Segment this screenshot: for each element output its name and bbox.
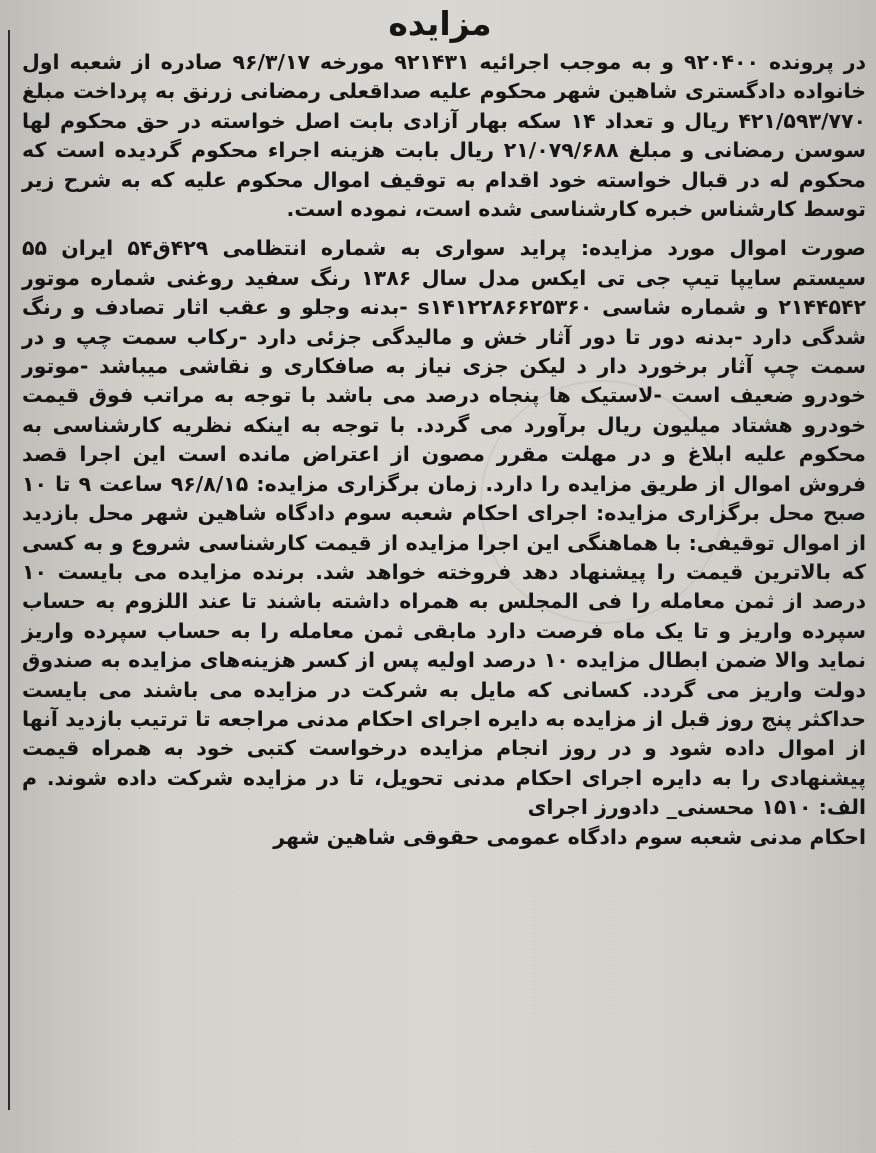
case-paragraph: در پرونده ۹۲۰۴۰۰ و به موجب اجرائیه ۹۲۱۴۳۱ مورخه ۹۶/۳/۱۷ صادره از شعبه اول خانواده دادگستری شاهین شهر محکوم علیه صداقعلی رمضانی زرنق به پرداخت مبلغ ۴۲۱/۵۹۳/۷۷۰ ریال و تعداد ۱۴ سکه بهار آزادی بابت اصل خواسته در حق محکوم لها سوسن رمضانی و مبلغ ۲۱/۰۷۹/۶۸۸ ریال بابت هزینه اجراء محکوم گردیده است که محکوم له در قبال خواسته خود اقدام به توقیف اموال محکوم علیه که به شرح زیر توسط کارشناس خبره کارشناسی شده است، نموده است.: [22, 50, 867, 222]
notice-title: مزایده: [388, 4, 492, 43]
signature-line: احکام مدنی شعبه سوم دادگاه عمومی حقوقی شاهین شهر: [273, 824, 866, 849]
assets-paragraph: صورت اموال مورد مزایده: پراید سواری به شماره انتظامی ۴۲۹ق۵۴ ایران ۵۵ سیستم سایپا تیپ جی تی ایکس مدل سال ۱۳۸۶ رنگ سفید روغنی شماره موتور ۲۱۴۴۵۴۲ و شماره شاسی s۱۴۱۲۲۸۶۶۲۵۳۶۰ -بدنه وجلو و عقب اثار تصادف و رنگ شدگی دارد -بدنه دور تا دور آثار خش و مالیدگی جزئی دارد -رکاب سمت چپ و در سمت چپ آثار برخورد دار د لیکن جزی نیاز به صافکاری و نقاشی میباشد -موتور خودرو ضعیف است -لاستیک ها پنجاه درصد می باشد با توجه به مراتب فوق قیمت خودرو هشتاد میلیون ریال برآورد می گردد. با توجه به اینکه نظریه کارشناسی به محکوم علیه ابلاغ و در مهلت مقرر مصون از اعتراض مانده است این اجرا قصد فروش اموال از طریق مزایده را دارد. زمان برگزاری مزایده: ۹۶/۸/۱۵ ساعت ۹ تا ۱۰ صبح محل برگزاری مزایده: اجرای احکام شعبه سوم دادگاه شاهین شهر محل بازدید از اموال توقیفی: با هماهنگی این اجرا مزایده از قیمت کارشناسی شروع و به کسی که بالاترین قیمت را پیشنهاد دهد فروخته خواهد شد. برنده مزایده می بایست ۱۰ درصد از ثمن معامله را فی المجلس به همراه داشته باشند تا عند اللزوم به حساب سپرده واریز و تا یک ماه فرصت دارد مابقی ثمن معامله را به حساب سپرده واریز نماید والا ضمن ابطال مزایده ۱۰ درصد اولیه پس از کسر هزینه‌های مزایده به صندوق دولت واریز می گردد. کسانی که مایل به شرکت در مزایده می باشند می بایست حداکثر پنج روز قبل از مزایده به دایره اجرای احکام مدنی مراجعه تا ترتیب بازدید آنها از اموال داده شود و در روز انجام مزایده درخواست کتبی خود به همراه قیمت پیشنهادی را به دایره اجرای احکام مدنی تحویل، تا در مزایده شرکت داده شوند. م الف: ۱۵۱۰ محسنی_ دادورز اجرای: [22, 236, 866, 820]
column-divider: [8, 30, 10, 1110]
